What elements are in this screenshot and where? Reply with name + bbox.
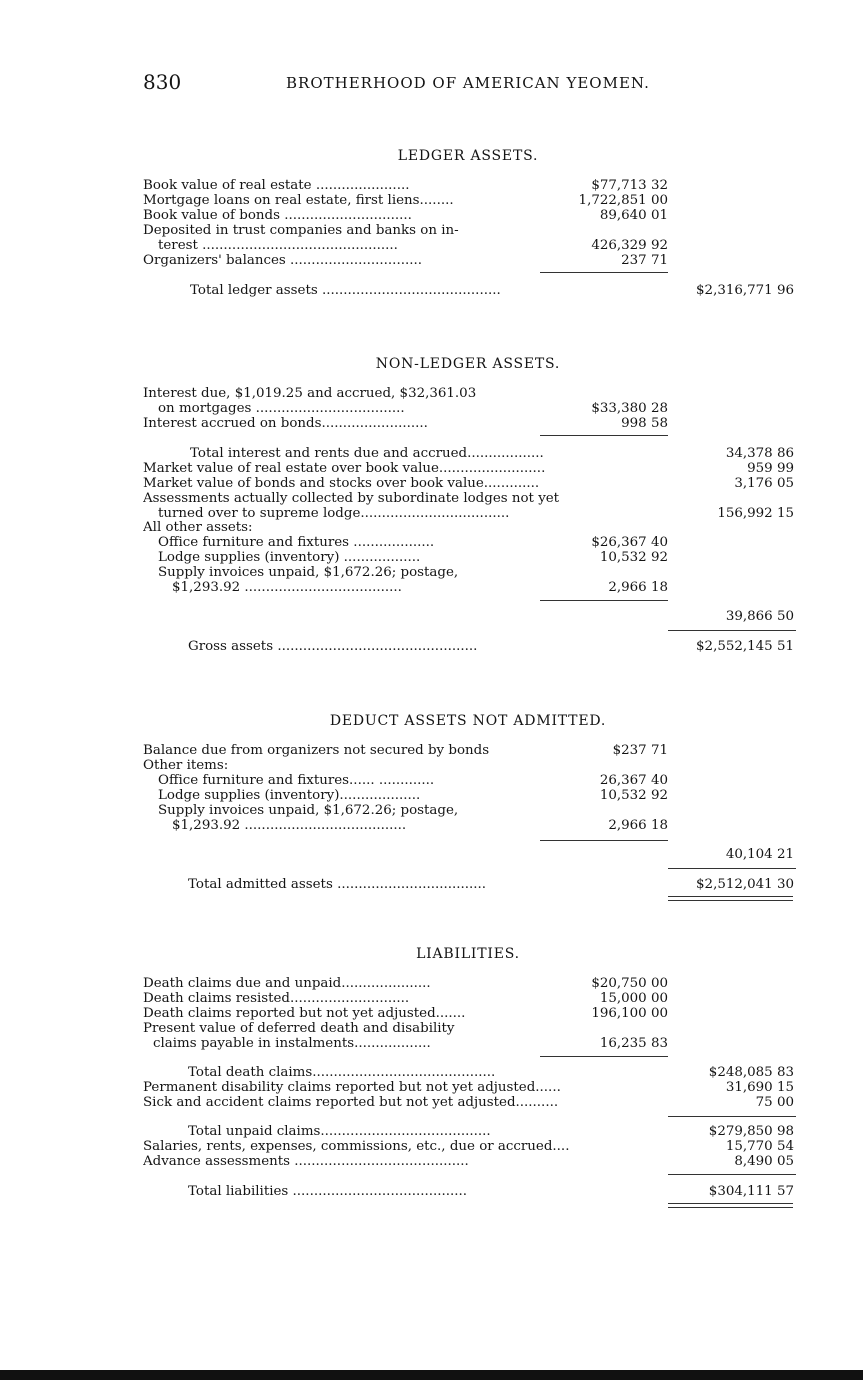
rule (668, 868, 796, 869)
row-amount: 40,104 21 (725, 847, 794, 862)
nonledger-row (0, 550, 863, 565)
nonledger-row (0, 506, 863, 521)
double-rule (668, 896, 793, 901)
row-amount: $2,512,041 30 (696, 877, 794, 892)
row-label: Death claims resisted............................ (143, 991, 410, 1006)
row-label: terest .............................................. (158, 238, 398, 253)
row-amount: 10,532 92 (599, 788, 668, 803)
row-label: Supply invoices unpaid, $1,672.26; postage, (158, 565, 459, 580)
liability-row (0, 1080, 863, 1095)
row-amount: 196,100 00 (591, 1006, 668, 1021)
row-amount: $20,750 00 (591, 976, 668, 991)
row-label: Total ledger assets .......................................... (190, 283, 501, 298)
double-rule (668, 1203, 793, 1208)
row-amount: 39,866 50 (725, 609, 794, 624)
row-label: Assessments actually collected by subordinate lodges not yet (143, 491, 560, 506)
row-amount: $237 71 (612, 743, 668, 758)
row-label: $1,293.92 ..................................... (172, 580, 402, 595)
ledger-row (0, 238, 863, 253)
nonledger-row (0, 416, 863, 431)
row-label: Mortgage loans on real estate, first liens........ (143, 193, 454, 208)
deduct-row (0, 758, 863, 773)
row-label: Lodge supplies (inventory) .................. (158, 550, 421, 565)
section-title-ledger-assets: LEDGER ASSETS. (397, 148, 539, 164)
row-amount: 2,966 18 (608, 818, 668, 833)
row-label: Total unpaid claims........................................ (188, 1124, 491, 1139)
row-label: All other assets: (143, 520, 253, 535)
rule (540, 272, 668, 273)
deduct-row (0, 847, 863, 862)
row-amount: $248,085 83 (708, 1065, 794, 1080)
row-label: on mortgages ................................... (158, 401, 405, 416)
row-amount: 3,176 05 (734, 476, 794, 491)
liability-row (0, 991, 863, 1006)
row-label: Total admitted assets ................................... (188, 877, 487, 892)
nonledger-row (0, 461, 863, 476)
nonledger-row (0, 386, 863, 401)
row-amount: 998 58 (621, 416, 668, 431)
row-label: Total interest and rents due and accrued.................. (190, 446, 544, 461)
row-label: Deposited in trust companies and banks on in- (143, 223, 459, 238)
row-label: Interest accrued on bonds......................... (143, 416, 428, 431)
row-label: Lodge supplies (inventory)................... (158, 788, 421, 803)
running-title: BROTHERHOOD OF AMERICAN YEOMEN. (286, 74, 650, 92)
row-amount: 31,690 15 (725, 1080, 794, 1095)
row-amount: $304,111 57 (708, 1184, 794, 1199)
section-title-liabilities: LIABILITIES. (416, 946, 520, 962)
row-amount: $77,713 32 (591, 178, 668, 193)
row-label: Other items: (143, 758, 229, 773)
nonledger-row (0, 476, 863, 491)
row-label: Total death claims........................................... (188, 1065, 496, 1080)
deduct-row (0, 773, 863, 788)
rule (668, 1174, 796, 1175)
liability-row (0, 1095, 863, 1110)
liability-row (0, 1021, 863, 1036)
row-label: $1,293.92 ...................................... (172, 818, 407, 833)
nonledger-row (0, 535, 863, 550)
ledger-row (0, 208, 863, 223)
row-amount: 1,722,851 00 (578, 193, 668, 208)
row-label: Interest due, $1,019.25 and accrued, $32,361.03 (143, 386, 477, 401)
row-label: Balance due from organizers not secured by bonds (143, 743, 490, 758)
total-row (0, 639, 863, 654)
rule (540, 840, 668, 841)
row-label: Market value of bonds and stocks over book value............. (143, 476, 540, 491)
liability-row (0, 1065, 863, 1080)
liability-row (0, 976, 863, 991)
section-title-deduct-assets: DEDUCT ASSETS NOT ADMITTED. (329, 713, 607, 729)
nonledger-row (0, 609, 863, 624)
row-amount: 34,378 86 (725, 446, 794, 461)
row-label: Book value of real estate ...................... (143, 178, 410, 193)
row-amount: 426,329 92 (591, 238, 668, 253)
row-label: Office furniture and fixtures ................... (158, 535, 435, 550)
scan-edge-bar (0, 1370, 863, 1380)
rule (668, 630, 796, 631)
row-amount: 2,966 18 (608, 580, 668, 595)
page-number: 830 (143, 70, 182, 94)
row-label: Salaries, rents, expenses, commissions, etc., due or accrued.... (143, 1139, 570, 1154)
rule (668, 1116, 796, 1117)
total-row (0, 283, 863, 298)
row-label: turned over to supreme lodge................................... (158, 506, 510, 521)
total-row (0, 1184, 863, 1199)
rule (540, 1056, 668, 1057)
row-amount: $26,367 40 (591, 535, 668, 550)
rule (540, 435, 668, 436)
ledger-row (0, 223, 863, 238)
row-label: Gross assets ............................................... (188, 639, 478, 654)
row-amount: 237 71 (621, 253, 668, 268)
nonledger-row (0, 580, 863, 595)
row-label: Permanent disability claims reported but not yet adjusted...... (143, 1080, 561, 1095)
deduct-row (0, 818, 863, 833)
nonledger-row (0, 565, 863, 580)
deduct-row (0, 803, 863, 818)
liability-row (0, 1124, 863, 1139)
row-label: Office furniture and fixtures...... ............. (158, 773, 435, 788)
nonledger-row (0, 401, 863, 416)
row-amount: 26,367 40 (599, 773, 668, 788)
deduct-row (0, 743, 863, 758)
row-amount: 10,532 92 (599, 550, 668, 565)
nonledger-row (0, 520, 863, 535)
row-label: Advance assessments ......................................... (143, 1154, 469, 1169)
liability-row (0, 1139, 863, 1154)
row-amount: 15,770 54 (725, 1139, 794, 1154)
deduct-row (0, 788, 863, 803)
row-amount: 16,235 83 (599, 1036, 668, 1051)
row-label: Book value of bonds .............................. (143, 208, 412, 223)
row-label: Present value of deferred death and disability (143, 1021, 455, 1036)
total-row (0, 877, 863, 892)
row-label: Total liabilities ......................................... (188, 1184, 468, 1199)
ledger-row (0, 253, 863, 268)
row-amount: $33,380 28 (591, 401, 668, 416)
nonledger-row (0, 491, 863, 506)
row-label: Organizers' balances ............................... (143, 253, 422, 268)
liability-row (0, 1154, 863, 1169)
row-amount: 89,640 01 (599, 208, 668, 223)
row-amount: 8,490 05 (734, 1154, 794, 1169)
row-amount: 75 00 (755, 1095, 794, 1110)
liability-row (0, 1036, 863, 1051)
row-label: claims payable in instalments.................. (153, 1036, 431, 1051)
row-amount: $2,552,145 51 (696, 639, 794, 654)
row-amount: 156,992 15 (717, 506, 794, 521)
rule (540, 600, 668, 601)
section-title-non-ledger-assets: NON-LEDGER ASSETS. (375, 356, 561, 372)
row-label: Death claims due and unpaid..................... (143, 976, 431, 991)
row-amount: $2,316,771 96 (696, 283, 794, 298)
row-label: Supply invoices unpaid, $1,672.26; postage, (158, 803, 459, 818)
row-label: Sick and accident claims reported but not yet adjusted.......... (143, 1095, 559, 1110)
row-label: Market value of real estate over book value......................... (143, 461, 546, 476)
liability-row (0, 1006, 863, 1021)
row-amount: 959 99 (747, 461, 794, 476)
row-amount: $279,850 98 (708, 1124, 794, 1139)
row-label: Death claims reported but not yet adjusted....... (143, 1006, 466, 1021)
row-amount: 15,000 00 (599, 991, 668, 1006)
nonledger-row (0, 446, 863, 461)
ledger-row (0, 193, 863, 208)
ledger-row (0, 178, 863, 193)
